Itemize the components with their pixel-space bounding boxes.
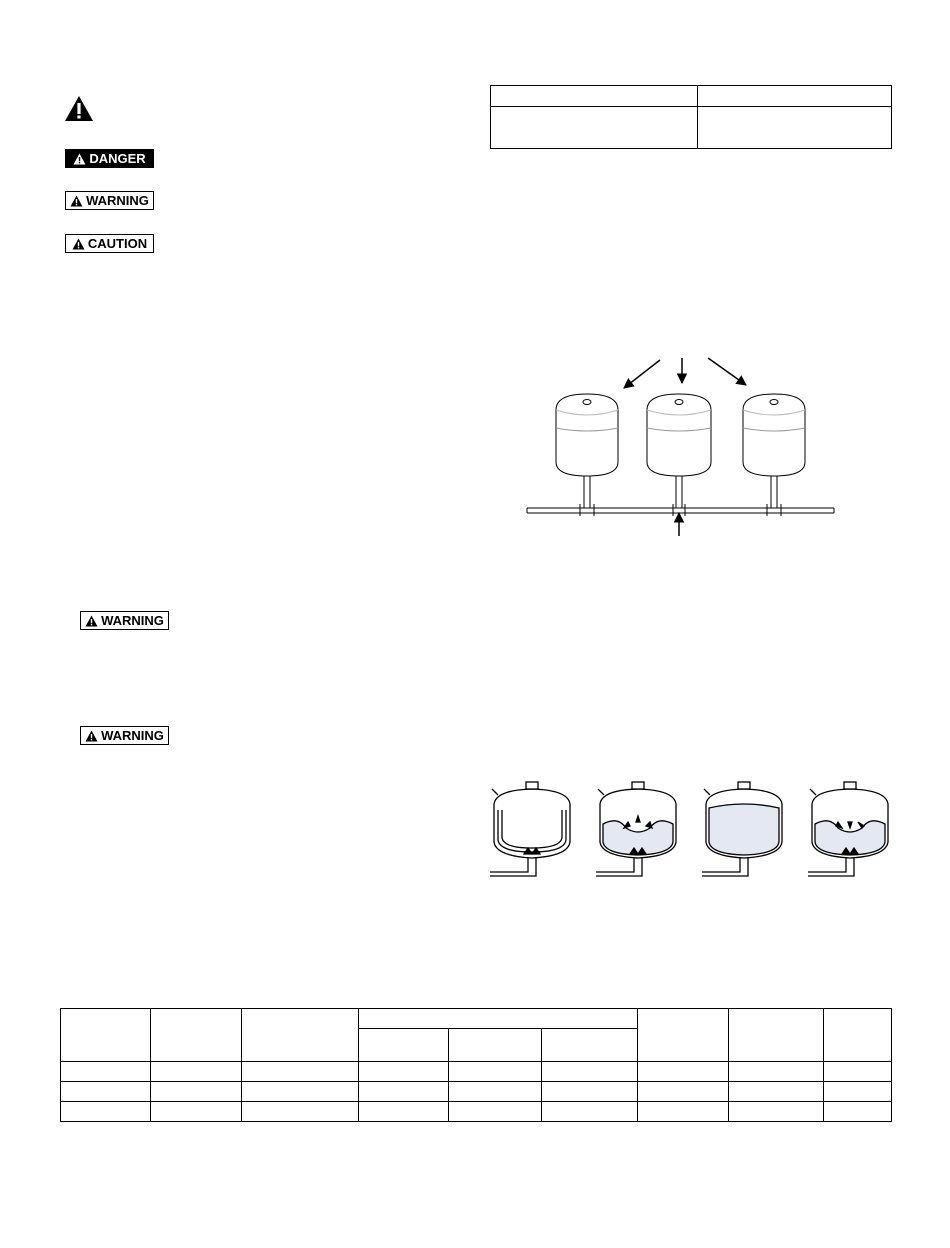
- table-header-cell: [61, 1009, 151, 1062]
- table-header-cell: [824, 1009, 892, 1062]
- table-row: [61, 1082, 892, 1102]
- table-header-cell: [359, 1029, 449, 1062]
- tank-specifications-table: [60, 1008, 892, 1122]
- table-cell: [449, 1082, 542, 1102]
- table-cell: [449, 1102, 542, 1122]
- table-cell: [729, 1062, 824, 1082]
- tank-stage-1: [490, 782, 570, 876]
- tank-stage-3: [702, 782, 782, 876]
- caution-text: CAUTION: [87, 236, 148, 251]
- table-header-cell: [449, 1029, 542, 1062]
- table-cell: [491, 107, 698, 149]
- table-cell: [242, 1102, 359, 1122]
- table-cell: [359, 1102, 449, 1122]
- warning-signal-label: [65, 191, 154, 210]
- manifold-pipe: [527, 508, 834, 513]
- table-cell: [824, 1082, 892, 1102]
- alert-triangle-icon: [72, 238, 85, 250]
- expansion-tank: [743, 394, 805, 516]
- warning-signal-label-3: [80, 726, 169, 745]
- table-header-cell: [242, 1009, 359, 1062]
- danger-signal-label: [65, 149, 154, 168]
- table-cell: [61, 1082, 151, 1102]
- alert-triangle-icon: [85, 730, 98, 742]
- danger-text: DANGER: [89, 151, 146, 166]
- table-cell: [638, 1102, 729, 1122]
- alert-triangle-icon: [85, 615, 98, 627]
- table-cell: [542, 1062, 638, 1082]
- spec-table: [490, 85, 892, 149]
- table-cell: [151, 1102, 242, 1122]
- tank-stage-2: [596, 782, 676, 876]
- safety-alert-icon: [64, 95, 94, 122]
- table-header-cell: [729, 1009, 824, 1062]
- warning-text: WARNING: [101, 613, 164, 628]
- table-cell: [359, 1082, 449, 1102]
- expansion-tank: [647, 394, 711, 516]
- table-header-group-cell: [359, 1009, 638, 1029]
- warning-signal-label-2: [80, 611, 169, 630]
- table-cell: [698, 107, 892, 149]
- warning-text: WARNING: [86, 193, 149, 208]
- table-cell: [151, 1082, 242, 1102]
- table-cell: [729, 1082, 824, 1102]
- table-cell: [824, 1102, 892, 1122]
- table-cell: [698, 86, 892, 107]
- table-header-cell: [638, 1009, 729, 1062]
- table-cell: [542, 1102, 638, 1122]
- caution-signal-label: [65, 234, 154, 253]
- alert-triangle-icon: [73, 153, 86, 165]
- table-row: [61, 1062, 892, 1082]
- table-cell: [638, 1082, 729, 1102]
- multiple-tank-manifold-diagram: [520, 350, 840, 540]
- table-cell: [61, 1102, 151, 1122]
- table-cell: [151, 1062, 242, 1082]
- tank-operation-stages-diagram: [488, 780, 893, 880]
- table-header-cell: [542, 1029, 638, 1062]
- warning-text: WARNING: [101, 728, 164, 743]
- table-row: [491, 86, 892, 107]
- tank-stage-4: [808, 782, 888, 876]
- table-cell: [729, 1102, 824, 1122]
- table-cell: [638, 1062, 729, 1082]
- expansion-tank: [556, 394, 618, 516]
- table-cell: [824, 1062, 892, 1082]
- table-cell: [61, 1062, 151, 1082]
- table-cell: [449, 1062, 542, 1082]
- table-header-row: [61, 1009, 892, 1029]
- table-cell: [491, 86, 698, 107]
- table-row: [491, 107, 892, 149]
- alert-triangle-icon: [70, 195, 83, 207]
- table-cell: [242, 1082, 359, 1102]
- table-cell: [359, 1062, 449, 1082]
- table-cell: [242, 1062, 359, 1082]
- table-row: [61, 1102, 892, 1122]
- table-cell: [542, 1082, 638, 1102]
- table-header-cell: [151, 1009, 242, 1062]
